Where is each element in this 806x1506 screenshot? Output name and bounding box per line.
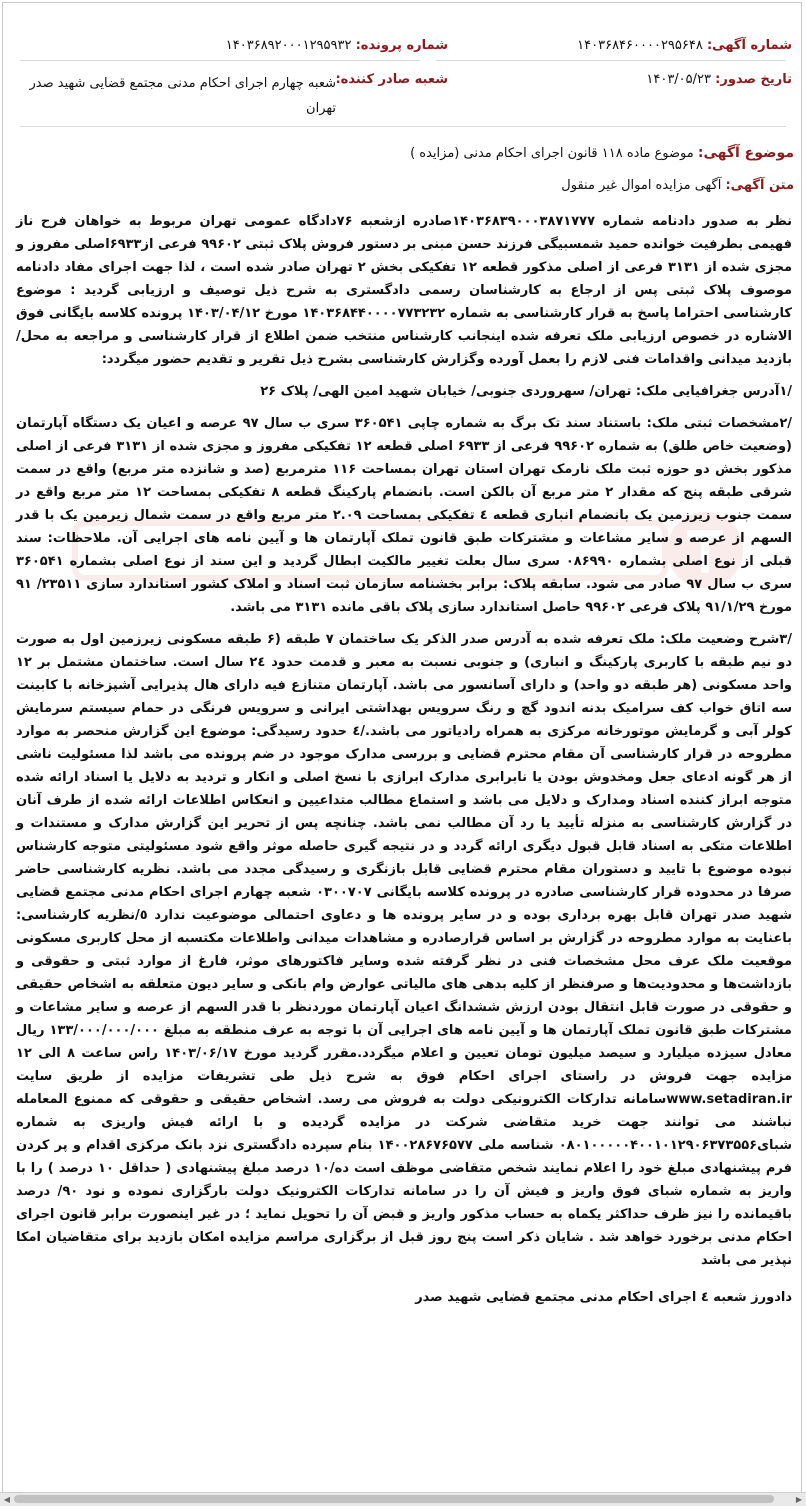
scroll-left-icon[interactable]: ◀ (3, 1495, 11, 1504)
header-divider (436, 60, 786, 61)
scroll-right-icon[interactable]: ▶ (795, 1495, 803, 1504)
case-number (226, 38, 448, 53)
ad-number-value: ۱۴۰۳۶۸۴۶۰۰۰۰۲۹۵۶۴۸ (577, 38, 703, 53)
ad-subject-label: موضوع آگهی: (697, 145, 794, 161)
issue-date (646, 72, 792, 87)
issuing-branch-value: شعبه چهارم اجرای احکام مدنی مجتمع قضایی شهید صدر تهران (29, 76, 336, 116)
header-divider (20, 126, 786, 127)
issuing-branch-label: شعبه صادر کننده: (335, 72, 448, 87)
issue-date-value: ۱۴۰۳/۰۵/۲۳ (646, 72, 711, 87)
body-paragraph-registry: /۲مشخصات ثبتی ملک: باستناد سند تک برگ به شماره چاپی ۳۶۰۵۴۱ سری ب سال ۹۷ عرصه و اعیان یک دستگاه آپارتمان (وضعیت خاص طلق) به شماره ۹۹۶۰۲ فرعی از ۶۹۳۳ اصلی قطعه ۱۲ تفکیکی مفروز و مجزی شده از ۳۱۳۱ فرعی از اصلی مذکور بخش دو حوزه ثبت ملک نارمک تهران استان تهران بمساحت ۱۱۶ مترمربع (صد و شانزده متر مربع) واقع در سمت شرقی طبقه پنج که مقدار ۲ متر مربع آن بالکن است. بانضمام پارکینگ قطعه ۸ تفکیکی بمساحت ۱۲ متر مربع واقع در سمت جنوب زیرزمین یک بانضمام انباری قطعه ٤ تفکیکی بمساحت ۲.۰۹ متر مربع واقع در سمت شمال زیرمین یک با قدر السهم از عرصه و سایر مشاعات و مشترکات طبق قانون تملک آپارتمان ها و آیین نامه های اجرایی آن. ملاحظات: سند قبلی از نوع اصلی بشماره ۰۸۶۹۹۰ سری سال بعلت تغییر مالکیت ابطال گردید و این سند از نوع اصلی بشماره ۳۶۰۵۴۱ سری ب سال ۹۷ صادر می شود. سابقه پلاک: برابر بخشنامه سازمان ثبت اسناد و املاک کشور استاندارد سازی ۲۳۵۱۱/ ۹۱ مورخ ۹۱/۱/۲۹ پلاک فرعی ۹۹۶۰۲ حاصل استاندارد سازی پلاک باقی مانده ۳۱۳۱ می باشد. (16, 416, 793, 615)
body-paragraph-address: /۱آدرس جغرافیایی ملک: تهران/ سهروردی جنوبی/ خیابان شهید امین الهی/ پلاک ۲۶ (260, 384, 792, 399)
body-paragraph-status: /۳شرح وضعیت ملک: ملک تعرفه شده به آدرس صدر الذکر یک ساختمان ۷ طبقه (۶ طبقه مسکونی زیرزمین اول به صورت دو نیم طبقه با کاربری پارکینگ و انباری) و جنوبی نسبت به معبر و قدمت حدود ۲٤ سال است. ساختمان مشتمل بر ۱۲ واحد مسکونی (هر طبقه دو واحد) و دارای آسانسور می باشد. آپارتمان متنازع فیه دارای هال پذیرایی آشپزخانه با کابینت سه اتاق خواب کف سرامیک بدنه اندود گچ و رنگ سرویس بهداشتی ایرانی و سرویس فرنگی در حمام سیستم سرمایش کولر آبی و گرمایش موتورخانه مرکزی به همراه رادیاتور می باشد./٤ حدود رسیدگی: موضوع این گزارش منحصر به موارد مطروحه در قرار کارشناسی آن مقام محترم قضایی و بررسی مدارک موجود در ضم پرونده می باشد لذا مسئولیت ناشی از هر گونه ادعای جعل ومخدوش بودن یا نابرابری مدارک ابرازی با نسخ اصلی و انکار و تردید به دلایل یا اسناد ارائه شده متوجه ابراز کننده اسناد ومدارک و دلایل می باشد و استماع مطالب متداعیین و انعکاس اطلاعات ارائه شده از طرف آنان در گزارش کارشناسی به منزله تأیید یا رد آن مطالب نمی باشد. چنانچه پس از تحریر این گزارش مدارک و مستندات و اطلاعات متکی به اسناد قابل قبول دیگری ارائه گردد و در نتیجه گیری حاصله موثر واقع شود مسئولیتی متوجه کارشناس نبوده موضوع با تایید و دستوران مقام محترم قضایی قابل بازنگری و رسیدگی مجدد می باشد. نظریه کارشناسی حاضر صرفا در محدوده قرار کارشناسی صادره در پرونده کلاسه بایگانی ۰۳۰۰۷۰۷ شعبه چهارم اجرای احکام مدنی مجتمع قضایی شهید صدر تهران قابل بهره برداری بوده و در سایر پرونده ها و دعاوی احتمالی موضوعیت ندارد ٥/نظریه کارشناسی: باعنایت به موارد مطروحه در گزارش بر اساس قرارصادره و مشاهدات میدانی واطلاعات مکتسبه از محل کاربری مسکونی موقعیت ملک عرف محل مشخصات فنی در نظر گرفته شده وسایر فاکتورهای موثر، فارغ از موارد ثبتی و حقوقی و بازداشت‌ها و محدودیت‌ها و صرفنظر از کلیه بدهی های مالیاتی عوارض وام بانکی و سایر دیون متعلقه به اشخاص حقیقی و حقوقی در صورت قابل انتقال بودن ارزش ششدانگ اعیان آپارتمان مورد‌نظر با قدر السهم از عرصه و سایر مشاعات و مشترکات طبق قانون تملک آپارتمان ها و آیین نامه های اجرایی آن با توجه به عرف منطقه به مبلغ ۱۳۳/۰۰۰/۰۰۰/۰۰۰ ریال معادل سیزده میلیارد و سیصد میلیون تومان تعیین و اعلام میگردد.مقرر گردید مورخ ۱۴۰۳/۰۶/۱۷ راس ساعت ۸ الی ۱۲ مزایده جهت فروش در راستای اجرای احکام فوق به شرح ذیل طی تشریفات مزایده از طریق سایت www.setadiran.irسامانه تدارکات الکترونیکی دولت به فروش می رسد. اشخاص حقیقی و حقوقی که ممنوع المعامله نباشند می توانند جهت خرید متقاضی شرکت در مزایده گردیده و با ارائه فیش واریزی به شماره شبای۰۸۰۱۰۰۰۰۰۴۰۰۱۰۱۲۹۰۶۳۷۳۵۵۶ شناسه ملی ۱۴۰۰۲۸۶۷۶۵۷۷ بنام سپرده دادگستری نزد بانک مرکزی اقدام و پر کردن فرم پیشنهادی مبلغ خود را اعلام نمایند شخص متقاضی موظف است ده/۱۰ درصد مبلغ پیشنهادی ( حداقل ۱۰ درصد ) را با واریز به شماره شبای فوق واریز و فیش آن را در سامانه تدارکات الکترونیک دولت بارگزاری نموده و نود ۹۰/ درصد باقیمانده را نیز ظرف حداکثر یکماه به حساب مذکور واریز و قبض آن را تحویل نماید ؛ در غیر اینصورت برابر قانون اجرای احکام مدنی برخورد خواهد شد . شایان ذکر است پنج روز قبل از برگزاری مراسم مزایده امکان بازدید برای متقاضیان امکا نپذیر می باشد (16, 632, 793, 1268)
horizontal-scrollbar[interactable] (0, 1492, 806, 1506)
ad-subject (410, 145, 794, 161)
ad-text-value: آگهی مزایده اموال غیر منقول (561, 178, 722, 193)
scrollbar-thumb[interactable] (14, 1495, 774, 1503)
ad-text-label: متن آگهی: (725, 178, 794, 193)
body-paragraph-intro: نظر به صدور دادنامه شماره ۱۴۰۳۶۸۳۹۰۰۰۳۸۷۱۷۷۷صادره ازشعبه ۷۶دادگاه عمومی تهران مربوط به خواهان فرح ناز فهیمی بطرفیت خوانده حمید شمسبیگی فرزند حسن مبنی بر دستور فروش پلاک ثبتی ۹۹۶۰۲ فرعی از۶۹۳۳اصلی مفروز و مجزی شده از ۳۱۳۱ فرعی از اصلی مذکور قطعه ۱۲ تفکیکی بخش ۲ تهران صادر شده است ، لذا جهت اجرای مفاد دادنامه موصوف پلاک ثبتی پس از ارجاع به کارشناسان رسمی دادگستری به شرح ذیل توصیف و ارزیابی گردید : موضوع کارشناسی احتراما پاسخ به قرار کارشناسی به شماره ۱۴۰۳۶۸۴۴۰۰۰۰۷۷۳۲۳۲ مورخ ۱۴۰۳/۰۴/۱۲ پرونده کلاسه بایگانی فوق الاشاره در خصوص ارزیابی ملک تعرفه شده اینجانب کارشناس منتخب ضمن اطلاع از قرار کارشناسی و مراجعه به محل/ بازدید میدانی واقدامات فنی لازم را بعمل آورده وگزارش کارشناسی بشرح ذیل تقریر و تقدیم حضور میگردد: (16, 214, 792, 367)
header-divider (20, 60, 420, 61)
ad-number-label: شماره آگهی: (706, 38, 792, 53)
case-number-value: ۱۴۰۳۶۸۹۲۰۰۰۱۲۹۵۹۳۲ (225, 38, 352, 53)
issuing-branch-label-wrap (335, 72, 448, 87)
ad-number (577, 38, 792, 53)
body-signature: دادورز شعبه ٤ اجرای احکام مدنی مجتمع قضایی شهید صدر (415, 1290, 792, 1305)
ad-body (16, 210, 792, 1318)
issue-date-label: تاریخ صدور: (715, 72, 792, 87)
ad-text-heading (561, 178, 794, 193)
case-number-label: شماره پرونده: (355, 38, 448, 53)
ad-subject-value: موضوع ماده ۱۱۸ قانون اجرای احکام مدنی (مزایده ) (410, 146, 694, 161)
